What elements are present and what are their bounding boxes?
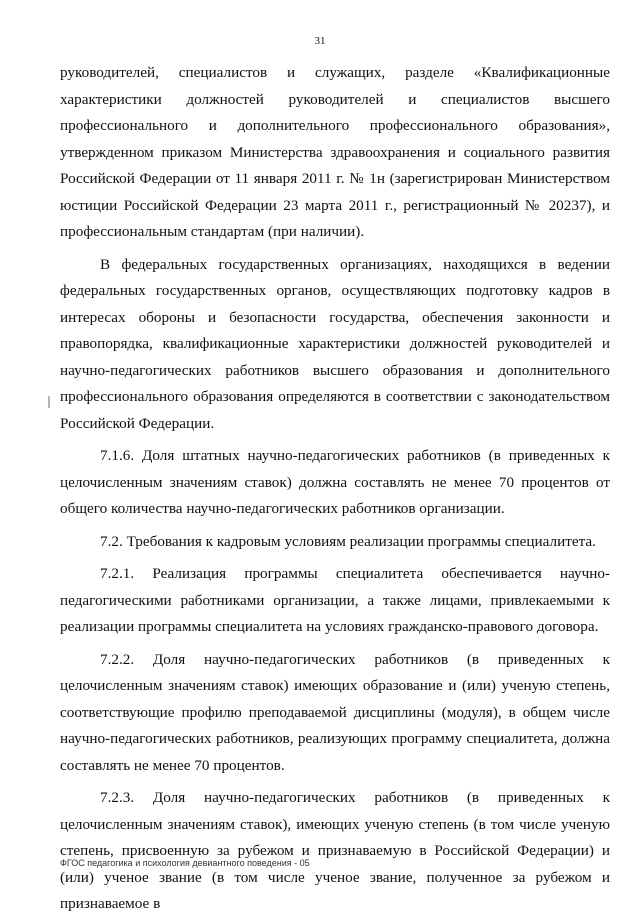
paragraph-federal-organizations: В федеральных государственных организациях, находящихся в ведении федеральных государственных органов, осуществляющих подготовку кадров в интересах обороны и безопасности государства, обеспечения законности и правопорядка, квалификационные характеристики должностей руководителей и научно-педагогических работников высшего образования и дополнительного профессионального образования определяются в соответствии с законодательством Российской Федерации. [60,255,610,432]
paragraph-7-2-2: 7.2.2. Доля научно-педагогических работников (в приведенных к целочисленным значениям ставок) имеющих образование и (или) ученую степень, соответствующие профилю преподаваемой дисциплины (модуля), в общем числе научно-педагогических работников, реализующих программу специалитета, должна составлять не менее 70 процентов. [60,650,610,774]
paragraph-7-2-1: 7.2.1. Реализация программы специалитета обеспечивается научно-педагогическими работниками организации, а также лицами, привлекаемыми к реализации программы специалитета на условиях гражданско-правового договора. [60,565,610,635]
paragraph-continuation: руководителей, специалистов и служащих, разделе «Квалификационные характеристики должностей руководителей и специалистов высшего профессионального и дополнительного профессионального образования», утвержденном приказом Министерства здравоохранения и социального развития Российской Федерации от 11 января 2011 г. № 1н (зарегистрирован Министерством юстиции Российской Федерации 23 марта 2011 г., регистрационный № 20237), и профессиональным стандартам (при наличии). [60,64,610,240]
paragraph-7-2: 7.2. Требования к кадровым условиям реализации программы специалитета. [100,532,596,550]
page-number: 31 [314,35,326,47]
document-body [60,60,610,918]
margin-mark [48,396,50,408]
footer: ФГОС педагогика и психология девиантного поведения - 05 [60,858,310,868]
paragraph-7-2-3: 7.2.3. Доля научно-педагогических работников (в приведенных к целочисленным значениям ставок), имеющих ученую степень (в том числе ученую степень, присвоенную за рубежом и признаваемую в Российской Федерации) и (или) ученое звание (в том числе ученое звание, полученное за рубежом и признаваемое в [60,789,610,912]
paragraph-7-1-6: 7.1.6. Доля штатных научно-педагогических работников (в приведенных к целочисленным значениям ставок) должна составлять не менее 70 процентов от общего количества научно-педагогических работников организации. [60,447,610,517]
